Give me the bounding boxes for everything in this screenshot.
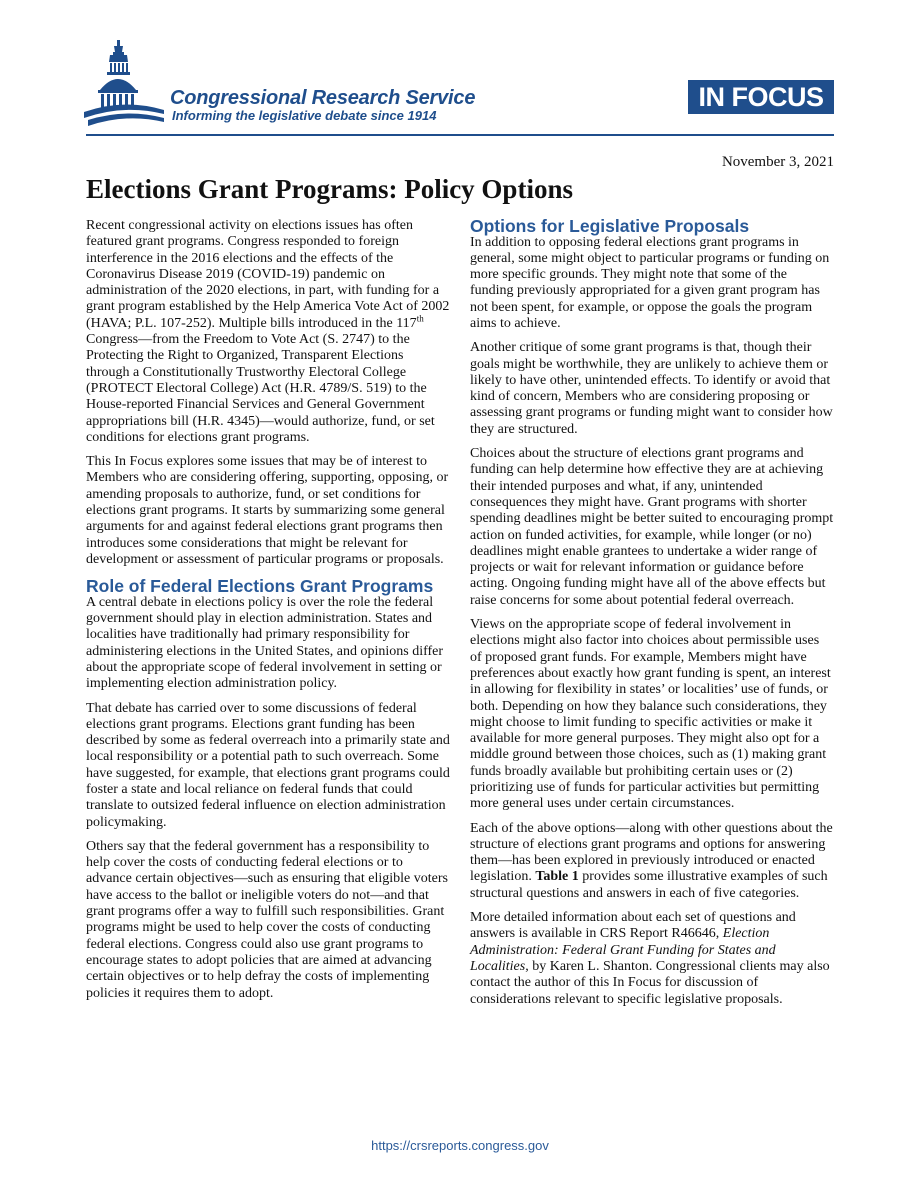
paragraph (86, 218, 450, 446)
paragraph: Another critique of some grant programs is that, though their goals might be worthwhile, they are unlikely to achieve them or likely to have other, unintended effects. To identify or avoid that kind of concern, Members who are considering proposing or assessing grant programs or funding might want to consider how they are structured. (470, 340, 833, 437)
paragraph: Views on the appropriate scope of federal involvement in elections might also factor into choices about permissible uses of proposed grant funds. For example, Members might have preferences about exactly how grant funding is spent, an interest in allowing for flexibility in states’ or localities’ use of funds, or both. Depending on how they balance such considerations, they might choose to limit funding to specific activities or make it available for more general purposes. They might also opt for a middle ground between those choices, such as (1) making grant funds broadly available but prohibiting certain uses or (2) prioritizing use of funds for particular activities but permitting more general uses under certain circumstances. (470, 617, 831, 812)
paragraph: A central debate in elections policy is over the role the federal government should play in election administration. States and localities have traditionally had primary responsibility for administering elections in the United States, and opinions differ about the appropriate scope of federal involvement in setting or implementing election administration policy. (86, 594, 444, 692)
superscript: th (416, 313, 424, 324)
right-column (470, 218, 834, 1016)
in-focus-badge: IN FOCUS (688, 80, 834, 114)
left-column (86, 218, 450, 1010)
report-date: November 3, 2021 (721, 154, 834, 170)
table-reference: Table 1 (535, 869, 579, 885)
paragraph: In addition to opposing federal elections grant programs in general, some might object to particular programs or funding on more specific grounds. They might note that some of the funding previously appropriated for a given grant program has not been spent, for example, or oppose the goals the program aims to achieve. (470, 234, 830, 331)
brand-name: Congressional Research Service (170, 87, 476, 109)
report-title-reference: Election Administration: Federal Grant Funding for States and Localities (470, 926, 776, 974)
header-divider (86, 134, 834, 136)
paragraph: This In Focus explores some issues that may be of interest to Members who are considering offering, supporting, opposing, or amending proposals to authorize, fund, or set conditions for elections grant programs. It starts by summarizing some general arguments for and against federal elections grant programs then introduces some considerations that might be relevant for development or assessment of particular programs or proposals. (86, 454, 449, 567)
paragraph: Others say that the federal government has a responsibility to help cover the costs of conducting federal elections or to advance certain objectives—such as ensuring that eligible voters have access to the ballot or ineligible voters do not—and that grant programs offer a way to fulfill such responsibilities. Grant programs might be used to help cover the costs of conducting federal elections. Congress could also use grant programs to encourage states to adopt policies that are aimed at advancing certain objectives or to help defray the costs of implementing policies it requires them to adopt. (86, 838, 448, 1001)
section-heading-options: Options for Legislative Proposals (470, 216, 750, 236)
text-run: , by Karen L. Shanton. Congressional clients may also contact the author of this In Focus for discussion of considerations relevant to specific legislative proposals. (470, 958, 830, 1007)
section-heading-role: Role of Federal Elections Grant Programs (86, 576, 434, 597)
text-run: Congress—from the Freedom to Vote Act (S. 2747) to the Protecting the Right to Organized, Transparent Elections through a Constitutionally Trustworthy Electoral College (PROTECT Electoral College) Act (H.R. 4789/S. 519) to the House-reported Financial Services and General Government appropriations bill (H.R. 4345)—would authorize, fund, or set conditions for elections grant programs. (86, 332, 435, 445)
text-run: Recent congressional activity on elections issues has often featured grant programs. Congress responded to foreign interference in the 2016 elections and the effects of the Coronavirus Disease 2019 (COVID-19) pandemic on administration of the 2020 elections, in part, with funding for a grant program established by the Help America Vote Act of 2002 (HAVA; P.L. 107-252). Multiple bills introduced in the 117 (86, 218, 450, 331)
page-header (0, 0, 920, 140)
text-run: More detailed information about each set of questions and answers is available in CRS Report R46646, (470, 910, 796, 942)
paragraph (470, 821, 834, 902)
capitol-dome-logo-icon (84, 40, 166, 130)
report-title: Elections Grant Programs: Policy Options (86, 174, 573, 204)
paragraph (470, 910, 834, 1008)
brand-tagline: Informing the legislative debate since 1914 (172, 108, 437, 123)
paragraph: That debate has carried over to some discussions of federal elections grant programs. Elections grant funding has been described by some as federal overreach into a primarily state and local responsibility or a potential path to such overreach. Some have suggested, for example, that elections grant programs could foster a state and local reliance on federal funds that could translate to outsized federal influence on election administration policymaking. (86, 700, 450, 830)
footer-url-link[interactable]: https://crsreports.congress.gov (371, 1138, 549, 1153)
text-run: Each of the above options—along with other questions about the structure of elections grant programs and options for answering them—has been explored in previously introduced or enacted legislation. (470, 820, 833, 885)
text-run: provides some illustrative examples of such structural questions and answers in each of five categories. (470, 869, 828, 901)
paragraph: Choices about the structure of elections grant programs and funding can help determine how effective they are at achieving their intended purposes and what, if any, unintended consequences they might have. Grant programs with shorter spending deadlines might be better suited to encouraging prompt action on funded activities, for example, while longer (or no) deadlines might enable grantees to undertake a wider range of projects or wait for relevant information or guidance before acting. Ongoing funding might have all of the above effects but raise concerns for some about potential federal overreach. (470, 446, 834, 608)
